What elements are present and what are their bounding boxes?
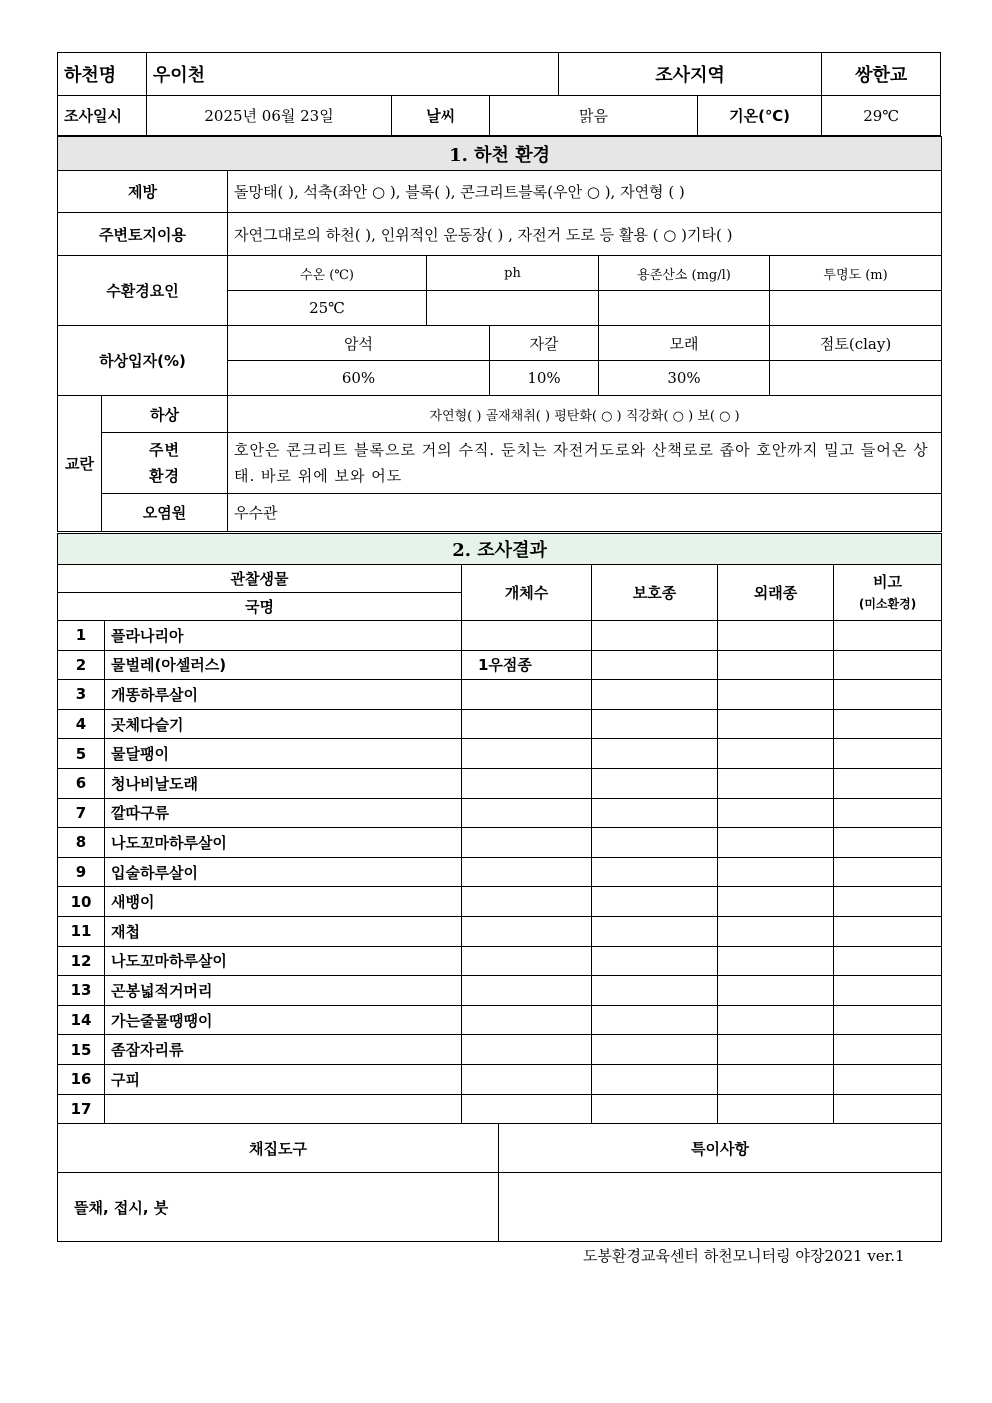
species-protected [592, 976, 718, 1006]
row-number: 10 [58, 887, 105, 917]
species-foreign [718, 887, 834, 917]
species-note [834, 1064, 942, 1094]
header-table [57, 52, 941, 136]
species-note [834, 621, 942, 651]
species-name: 가는줄물땡땡이 [105, 1005, 462, 1035]
species-note [834, 976, 942, 1006]
species-protected [592, 1005, 718, 1035]
table-row [58, 1064, 942, 1094]
species-foreign [718, 976, 834, 1006]
riverbed-value: 자연형( ) 골재채취( ) 평탄화( ○ ) 직강화( ○ ) 보( ○ ) [228, 396, 942, 433]
species-foreign [718, 768, 834, 798]
species-name: 나도꼬마하루살이 [105, 946, 462, 976]
riverbed-label: 하상 [102, 396, 228, 433]
protected-header: 보호종 [592, 565, 718, 621]
transparency-header: 투명도 (m) [770, 256, 942, 291]
river-name-label: 하천명 [58, 53, 147, 96]
species-note [834, 1094, 942, 1124]
row-number: 14 [58, 1005, 105, 1035]
species-name: 개똥하루살이 [105, 680, 462, 710]
ph-header: ph [427, 256, 599, 291]
ph-value [427, 291, 599, 326]
species-protected [592, 916, 718, 946]
surroundings-value: 호안은 콘크리트 블록으로 거의 수직. 둔치는 자전거도로와 산책로로 좁아 호안까지 밀고 들어온 상태. 바로 위에 보와 어도 [228, 433, 942, 494]
species-foreign [718, 680, 834, 710]
row-number: 7 [58, 798, 105, 828]
species-protected [592, 828, 718, 858]
species-note [834, 768, 942, 798]
species-count [462, 709, 592, 739]
row-number: 9 [58, 857, 105, 887]
species-count [462, 916, 592, 946]
species-name: 플라나리아 [105, 621, 462, 651]
species-foreign [718, 798, 834, 828]
species-name: 청나비날도래 [105, 768, 462, 798]
species-count [462, 798, 592, 828]
species-protected [592, 621, 718, 651]
species-count: 1우점종 [462, 650, 592, 680]
species-foreign [718, 650, 834, 680]
species-count [462, 1005, 592, 1035]
species-foreign [718, 857, 834, 887]
water-temp-value: 25℃ [228, 291, 427, 326]
species-name: 물벌레(아셀러스) [105, 650, 462, 680]
species-note [834, 828, 942, 858]
species-foreign [718, 1035, 834, 1065]
species-protected [592, 1035, 718, 1065]
survey-results-table [57, 533, 942, 1124]
row-number: 15 [58, 1035, 105, 1065]
species-note [834, 916, 942, 946]
species-name: 새뱅이 [105, 887, 462, 917]
sand-header: 모래 [599, 326, 770, 361]
species-name: 구피 [105, 1064, 462, 1094]
species-foreign [718, 828, 834, 858]
river-environment-table [57, 136, 942, 532]
weather-label: 날씨 [392, 96, 490, 136]
species-note [834, 1005, 942, 1035]
species-foreign [718, 621, 834, 651]
table-row [58, 650, 942, 680]
table-row [58, 946, 942, 976]
clay-header: 점토(clay) [770, 326, 942, 361]
species-name: 재첩 [105, 916, 462, 946]
species-foreign [718, 709, 834, 739]
species-note [834, 887, 942, 917]
bottom-table [57, 1123, 942, 1242]
transparency-value [770, 291, 942, 326]
foreign-header: 외래종 [718, 565, 834, 621]
row-number: 1 [58, 621, 105, 651]
row-number: 2 [58, 650, 105, 680]
korean-name-header: 국명 [58, 593, 462, 621]
survey-area-label: 조사지역 [558, 53, 822, 96]
weather-value: 맑음 [490, 96, 697, 136]
species-protected [592, 857, 718, 887]
table-row [58, 916, 942, 946]
species-count [462, 857, 592, 887]
table-row [58, 1094, 942, 1124]
species-name: 깔따구류 [105, 798, 462, 828]
footer-text: 도봉환경교육센터 하천모니터링 야장2021 ver.1 [583, 1247, 905, 1265]
species-count [462, 1064, 592, 1094]
species-note [834, 709, 942, 739]
species-protected [592, 946, 718, 976]
rock-value: 60% [228, 361, 490, 396]
row-number: 5 [58, 739, 105, 769]
table-row [58, 887, 942, 917]
section-2-title: 2. 조사결과 [58, 534, 942, 565]
notes-value [499, 1173, 942, 1242]
section-1-title: 1. 하천 환경 [58, 137, 942, 171]
row-number: 6 [58, 768, 105, 798]
species-list [58, 621, 942, 1124]
land-use-value: 자연그대로의 하천( ), 인위적인 운동장( ) , 자전거 도로 등 활용 ( ○ )기타( ) [228, 213, 942, 256]
species-note [834, 946, 942, 976]
species-note [834, 857, 942, 887]
water-temp-header: 수온 (℃) [228, 256, 427, 291]
disturbance-label: 교란 [58, 396, 102, 532]
survey-area-value: 쌍한교 [822, 53, 941, 96]
water-factors-label: 수환경요인 [58, 256, 228, 326]
species-name: 물달팽이 [105, 739, 462, 769]
table-row [58, 768, 942, 798]
table-row [58, 1035, 942, 1065]
row-number: 8 [58, 828, 105, 858]
observed-organisms-header: 관찰생물 [58, 565, 462, 593]
species-name [105, 1094, 462, 1124]
survey-date-label: 조사일시 [58, 96, 147, 136]
table-row [58, 1005, 942, 1035]
pollution-source-label: 오염원 [102, 494, 228, 532]
table-row [58, 739, 942, 769]
species-count [462, 768, 592, 798]
survey-date-value: 2025년 06월 23일 [146, 96, 391, 136]
species-count [462, 1094, 592, 1124]
sand-value: 30% [599, 361, 770, 396]
note-header [834, 565, 942, 621]
tools-value: 뜰채, 접시, 붓 [58, 1173, 499, 1242]
air-temp-label: 기온(℃) [697, 96, 822, 136]
species-foreign [718, 1005, 834, 1035]
species-protected [592, 680, 718, 710]
species-name: 나도꼬마하루살이 [105, 828, 462, 858]
table-row [58, 828, 942, 858]
species-count [462, 621, 592, 651]
species-protected [592, 768, 718, 798]
species-protected [592, 650, 718, 680]
dissolved-oxygen-header: 용존산소 (mg/l) [599, 256, 770, 291]
species-protected [592, 1094, 718, 1124]
species-note [834, 798, 942, 828]
species-count [462, 828, 592, 858]
tools-label: 채집도구 [58, 1124, 499, 1173]
row-number: 12 [58, 946, 105, 976]
species-count [462, 680, 592, 710]
dissolved-oxygen-value [599, 291, 770, 326]
species-count [462, 946, 592, 976]
species-foreign [718, 1094, 834, 1124]
species-note [834, 680, 942, 710]
count-header: 개체수 [462, 565, 592, 621]
gravel-header: 자갈 [490, 326, 599, 361]
row-number: 4 [58, 709, 105, 739]
note-header-label: 비고 [873, 572, 903, 591]
species-foreign [718, 916, 834, 946]
air-temp-value: 29℃ [822, 96, 941, 136]
species-protected [592, 887, 718, 917]
species-note [834, 650, 942, 680]
embankment-label: 제방 [58, 171, 228, 213]
clay-value [770, 361, 942, 396]
species-count [462, 1035, 592, 1065]
embankment-value: 돌망태( ), 석축(좌안 ○ ), 블록( ), 콘크리트블록(우안 ○ ), 자연형 ( ) [228, 171, 942, 213]
species-name: 입술하루살이 [105, 857, 462, 887]
table-row [58, 798, 942, 828]
species-note [834, 739, 942, 769]
species-name: 곳체다슬기 [105, 709, 462, 739]
species-name: 좀잠자리류 [105, 1035, 462, 1065]
species-protected [592, 798, 718, 828]
table-row [58, 621, 942, 651]
row-number: 17 [58, 1094, 105, 1124]
species-foreign [718, 739, 834, 769]
table-row [58, 857, 942, 887]
land-use-label: 주변토지이용 [58, 213, 228, 256]
table-row [58, 976, 942, 1006]
rock-header: 암석 [228, 326, 490, 361]
note-header-sub: (미소환경) [858, 596, 917, 611]
row-number: 3 [58, 680, 105, 710]
species-foreign [718, 946, 834, 976]
species-protected [592, 709, 718, 739]
species-count [462, 739, 592, 769]
surroundings-label: 주변 환경 [102, 433, 228, 494]
species-protected [592, 1064, 718, 1094]
table-row [58, 680, 942, 710]
pollution-source-value: 우수관 [228, 494, 942, 532]
row-number: 11 [58, 916, 105, 946]
notes-label: 특이사항 [499, 1124, 942, 1173]
table-row [58, 709, 942, 739]
species-protected [592, 739, 718, 769]
species-name: 곤봉넓적거머리 [105, 976, 462, 1006]
species-count [462, 976, 592, 1006]
row-number: 13 [58, 976, 105, 1006]
species-note [834, 1035, 942, 1065]
gravel-value: 10% [490, 361, 599, 396]
species-foreign [718, 1064, 834, 1094]
river-name-value: 우이천 [146, 53, 558, 96]
species-count [462, 887, 592, 917]
row-number: 16 [58, 1064, 105, 1094]
substrate-label: 하상입자(%) [58, 326, 228, 396]
